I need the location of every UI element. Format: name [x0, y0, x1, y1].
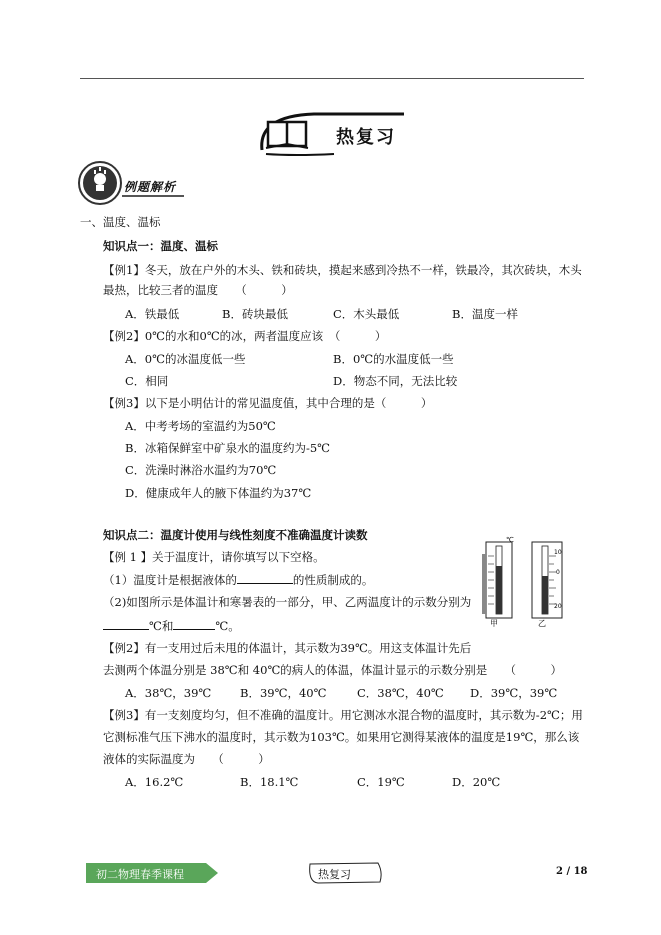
kp2-example-1-q2: （2)如图所示是体温计和寒暑表的一部分，甲、乙两温度计的示数分别为 — [103, 595, 472, 609]
kp2-example-3-option-a: A．16.2℃ — [125, 775, 184, 789]
example-3-option-b: B．冰箱保鲜室中矿泉水的温度约为-5℃ — [125, 441, 331, 455]
example-2-option-a: A．0℃的冰温度低一些 — [125, 352, 246, 366]
kp2-example-1-q2-answer: ℃和 ℃。 — [103, 617, 240, 634]
footer-course: 初二物理春季课程 — [96, 868, 184, 881]
example-3-option-a: A．中考考场的室温约为50℃ — [125, 419, 276, 433]
kp2-example-2-text-2: 去测两个体温分别是 38℃和 40℃的病人的体温，体温计显示的示数分别是 （ ） — [103, 663, 563, 677]
header-rule — [80, 78, 584, 79]
example-1-text-2: 最热，比较三者的温度 （ ） — [103, 283, 293, 297]
kp2-example-3-text: 【例3】有一支刻度均匀，但不准确的温度计。用它测冰水混合物的温度时，其示数为-2℃；用 — [103, 708, 583, 722]
example-1-text: 【例1】冬天，放在户外的木头、铁和砖块，摸起来感到冷热不一样，铁最冷，其次砖块，木头 — [103, 263, 582, 277]
example-1-option-c: C．木头最低 — [333, 307, 400, 321]
example-1-option-a: A．铁最低 — [125, 307, 180, 321]
answer-blank-2[interactable] — [103, 617, 149, 630]
kp2-example-2-option-c: C．38℃，40℃ — [357, 686, 444, 700]
answer-blank-1[interactable] — [237, 571, 293, 584]
kp2-example-3-option-d: D．20℃ — [452, 775, 501, 789]
example-2-option-d: D．物态不同，无法比较 — [333, 374, 458, 388]
kp2-example-2-text: 【例2】有一支用过后未甩的体温计，其示数为39℃。用这支体温计先后 — [103, 641, 472, 655]
kp2-example-2-option-a: A．38℃，39℃ — [125, 686, 212, 700]
kp2-example-3-option-b: B．18.1℃ — [240, 775, 299, 789]
unit-label: ℃ — [506, 536, 514, 544]
example-3-text: 【例3】以下是小明估计的常见温度值，其中合理的是（ ） — [103, 396, 433, 410]
example-3-option-c: C．洗澡时淋浴水温约为70℃ — [125, 463, 277, 477]
example-2-option-c: C．相同 — [125, 374, 169, 388]
example-1-option-d: B．温度一样 — [452, 307, 518, 321]
kp2-example-3-option-c: C．19℃ — [357, 775, 405, 789]
knowledge-point-1-title: 知识点一：温度、温标 — [103, 239, 218, 253]
knowledge-point-2-title: 知识点二：温度计使用与线性刻度不准确温度计读数 — [103, 528, 368, 542]
tick-yi-bot: 20 — [554, 603, 562, 610]
example-2-option-b: B．0℃的水温度低一些 — [333, 352, 454, 366]
kp2-example-3-text-3: 液体的实际温度为 （ ） — [103, 752, 270, 766]
tick-yi-top: 10 — [554, 549, 562, 556]
book-icon — [266, 122, 308, 148]
tick-yi-mid: 0 — [556, 569, 560, 576]
example-3-option-d: D．健康成年人的腋下体温约为37℃ — [125, 486, 312, 500]
section-label: 例题解析 — [124, 180, 177, 194]
example-1-option-b: B．砖块最低 — [222, 307, 288, 321]
kp2-example-1-text: 【例 1 】关于温度计，请你填写以下空格。 — [103, 550, 325, 564]
page-number: 2 / 18 — [556, 866, 588, 877]
kp2-example-1-q1: （1）温度计是根据液体的 的性质制成的。 — [103, 573, 374, 587]
example-2-text: 【例2】0℃的水和0℃的冰，两者温度应该 （ ） — [103, 329, 387, 343]
thermometer-figure — [480, 536, 580, 628]
kp2-example-3-text-2: 它测标准气压下沸水的温度时，其示数为103℃。如果用它测得某液体的温度是19℃，那么该 — [103, 730, 580, 744]
page-title: 热复习 — [336, 127, 396, 148]
kp2-example-2-option-d: D．39℃，39℃ — [470, 686, 558, 700]
answer-blank-3[interactable] — [173, 617, 215, 630]
footer-center-label: 热复习 — [318, 868, 351, 881]
label-jia: 甲 — [490, 619, 498, 628]
heading-temperature: 一、温度、温标 — [80, 215, 161, 229]
label-yi: 乙 — [538, 619, 546, 628]
kp2-example-2-option-b: B．39℃，40℃ — [240, 686, 327, 700]
